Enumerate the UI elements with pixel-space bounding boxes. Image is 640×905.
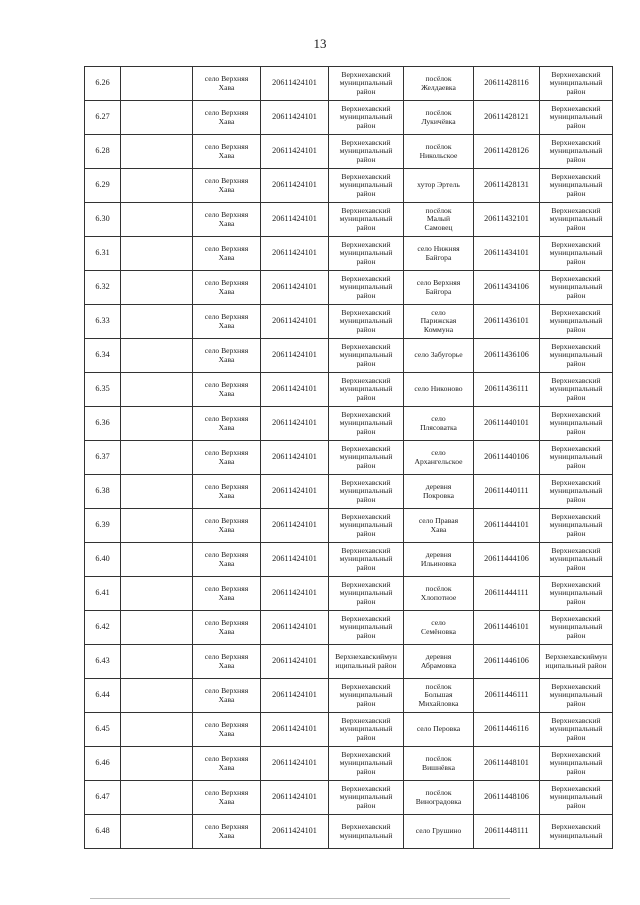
oktmo-code-cell: 20611424101 (261, 747, 329, 781)
row-number-cell: 6.38 (85, 475, 121, 509)
locality-cell: село Верхняя Байгора (404, 271, 474, 305)
row-number-cell: 6.26 (85, 67, 121, 101)
district-repeat-cell: Верхнехавский муниципальный район (540, 135, 613, 169)
settlement-cell: село Верхняя Хава (193, 679, 261, 713)
locality-cell: село Никоново (404, 373, 474, 407)
locality-cell: посёлок Малый Самовец (404, 203, 474, 237)
locality-code-cell: 20611436106 (474, 339, 540, 373)
locality-cell: село Грушино (404, 815, 474, 849)
district-cell: Верхнехавский муниципальный район (329, 67, 404, 101)
district-repeat-cell: Верхнехавскиймун иципальный район (540, 645, 613, 679)
blank-cell (121, 747, 193, 781)
blank-cell (121, 611, 193, 645)
oktmo-code-cell: 20611424101 (261, 815, 329, 849)
district-cell: Верхнехавский муниципальный район (329, 577, 404, 611)
district-cell: Верхнехавский муниципальный район (329, 781, 404, 815)
oktmo-code-cell: 20611424101 (261, 543, 329, 577)
locality-cell: посёлок Лукичёвка (404, 101, 474, 135)
district-cell: Верхнехавский муниципальный район (329, 713, 404, 747)
table-row (85, 67, 613, 101)
locality-cell: село Перовка (404, 713, 474, 747)
settlement-cell: село Верхняя Хава (193, 305, 261, 339)
locality-cell: деревня Абрамовка (404, 645, 474, 679)
settlement-cell: село Верхняя Хава (193, 577, 261, 611)
district-cell: Верхнехавский муниципальный район (329, 237, 404, 271)
oktmo-code-cell: 20611424101 (261, 135, 329, 169)
oktmo-code-cell: 20611424101 (261, 237, 329, 271)
oktmo-code-cell: 20611424101 (261, 67, 329, 101)
district-repeat-cell: Верхнехавский муниципальный район (540, 407, 613, 441)
settlement-cell: село Верхняя Хава (193, 237, 261, 271)
district-repeat-cell: Верхнехавский муниципальный район (540, 271, 613, 305)
table-row (85, 747, 613, 781)
locality-cell: село Плясоватка (404, 407, 474, 441)
row-number-cell: 6.35 (85, 373, 121, 407)
blank-cell (121, 135, 193, 169)
blank-cell (121, 645, 193, 679)
settlement-cell: село Верхняя Хава (193, 713, 261, 747)
table-row (85, 577, 613, 611)
row-number-cell: 6.32 (85, 271, 121, 305)
locality-code-cell: 20611444111 (474, 577, 540, 611)
district-repeat-cell: Верхнехавский муниципальный район (540, 169, 613, 203)
settlement-cell: село Верхняя Хава (193, 67, 261, 101)
row-number-cell: 6.41 (85, 577, 121, 611)
row-number-cell: 6.36 (85, 407, 121, 441)
blank-cell (121, 815, 193, 849)
district-repeat-cell: Верхнехавский муниципальный район (540, 305, 613, 339)
settlement-cell: село Верхняя Хава (193, 373, 261, 407)
oktmo-code-cell: 20611424101 (261, 373, 329, 407)
locality-code-cell: 20611432101 (474, 203, 540, 237)
district-cell: Верхнехавский муниципальный район (329, 305, 404, 339)
locality-code-cell: 20611448101 (474, 747, 540, 781)
blank-cell (121, 203, 193, 237)
locality-cell: посёлок Хлопотное (404, 577, 474, 611)
district-cell: Верхнехавский муниципальный район (329, 611, 404, 645)
settlement-cell: село Верхняя Хава (193, 543, 261, 577)
locality-cell: село Забугорье (404, 339, 474, 373)
district-cell: Верхнехавский муниципальный район (329, 407, 404, 441)
row-number-cell: 6.37 (85, 441, 121, 475)
district-repeat-cell: Верхнехавский муниципальный район (540, 339, 613, 373)
blank-cell (121, 713, 193, 747)
district-cell: Верхнехавский муниципальный район (329, 169, 404, 203)
district-repeat-cell: Верхнехавский муниципальный район (540, 747, 613, 781)
settlement-cell: село Верхняя Хава (193, 781, 261, 815)
settlement-cell: село Верхняя Хава (193, 203, 261, 237)
locality-code-cell: 20611448111 (474, 815, 540, 849)
row-number-cell: 6.48 (85, 815, 121, 849)
table-row (85, 135, 613, 169)
row-number-cell: 6.40 (85, 543, 121, 577)
oktmo-code-cell: 20611424101 (261, 577, 329, 611)
oktmo-code-cell: 20611424101 (261, 169, 329, 203)
district-cell: Верхнехавский муниципальный район (329, 135, 404, 169)
blank-cell (121, 169, 193, 203)
oktmo-code-cell: 20611424101 (261, 441, 329, 475)
blank-cell (121, 101, 193, 135)
row-number-cell: 6.30 (85, 203, 121, 237)
locality-code-cell: 20611434106 (474, 271, 540, 305)
district-repeat-cell: Верхнехавский муниципальный район (540, 679, 613, 713)
district-repeat-cell: Верхнехавский муниципальный район (540, 781, 613, 815)
row-number-cell: 6.27 (85, 101, 121, 135)
blank-cell (121, 237, 193, 271)
table-row (85, 645, 613, 679)
district-cell: Верхнехавскиймун иципальный район (329, 645, 404, 679)
district-repeat-cell: Верхнехавский муниципальный район (540, 203, 613, 237)
oktmo-code-cell: 20611424101 (261, 781, 329, 815)
row-number-cell: 6.46 (85, 747, 121, 781)
table-row (85, 101, 613, 135)
locality-code-cell: 20611446116 (474, 713, 540, 747)
settlement-cell: село Верхняя Хава (193, 101, 261, 135)
table-row (85, 679, 613, 713)
blank-cell (121, 407, 193, 441)
locality-code-cell: 20611446101 (474, 611, 540, 645)
blank-cell (121, 577, 193, 611)
row-number-cell: 6.44 (85, 679, 121, 713)
table-row (85, 509, 613, 543)
footer-divider (90, 898, 510, 899)
oktmo-code-cell: 20611424101 (261, 645, 329, 679)
district-cell: Верхнехавский муниципальный район (329, 271, 404, 305)
row-number-cell: 6.31 (85, 237, 121, 271)
settlement-cell: село Верхняя Хава (193, 271, 261, 305)
settlement-cell: село Верхняя Хава (193, 169, 261, 203)
page-number: 13 (313, 36, 327, 51)
blank-cell (121, 67, 193, 101)
blank-cell (121, 781, 193, 815)
locality-code-cell: 20611434101 (474, 237, 540, 271)
row-number-cell: 6.42 (85, 611, 121, 645)
district-repeat-cell: Верхнехавский муниципальный (540, 815, 613, 849)
district-cell: Верхнехавский муниципальный район (329, 203, 404, 237)
settlements-table (84, 66, 613, 849)
locality-code-cell: 20611440111 (474, 475, 540, 509)
table-row (85, 339, 613, 373)
district-repeat-cell: Верхнехавский муниципальный район (540, 373, 613, 407)
locality-code-cell: 20611440106 (474, 441, 540, 475)
locality-code-cell: 20611428126 (474, 135, 540, 169)
blank-cell (121, 305, 193, 339)
district-cell: Верхнехавский муниципальный район (329, 679, 404, 713)
locality-cell: посёлок Желдаевка (404, 67, 474, 101)
locality-cell: деревня Ильиновка (404, 543, 474, 577)
locality-code-cell: 20611448106 (474, 781, 540, 815)
district-cell: Верхнехавский муниципальный (329, 815, 404, 849)
table-row (85, 475, 613, 509)
oktmo-code-cell: 20611424101 (261, 271, 329, 305)
oktmo-code-cell: 20611424101 (261, 679, 329, 713)
district-cell: Верхнехавский муниципальный район (329, 543, 404, 577)
district-cell: Верхнехавский муниципальный район (329, 747, 404, 781)
oktmo-code-cell: 20611424101 (261, 339, 329, 373)
row-number-cell: 6.34 (85, 339, 121, 373)
blank-cell (121, 271, 193, 305)
blank-cell (121, 441, 193, 475)
table-row (85, 305, 613, 339)
locality-cell: село Парижская Коммуна (404, 305, 474, 339)
district-cell: Верхнехавский муниципальный район (329, 373, 404, 407)
settlement-cell: село Верхняя Хава (193, 135, 261, 169)
row-number-cell: 6.43 (85, 645, 121, 679)
oktmo-code-cell: 20611424101 (261, 305, 329, 339)
blank-cell (121, 509, 193, 543)
blank-cell (121, 339, 193, 373)
table-row (85, 203, 613, 237)
district-cell: Верхнехавский муниципальный район (329, 101, 404, 135)
oktmo-code-cell: 20611424101 (261, 407, 329, 441)
settlement-cell: село Верхняя Хава (193, 611, 261, 645)
locality-code-cell: 20611428121 (474, 101, 540, 135)
district-cell: Верхнехавский муниципальный район (329, 339, 404, 373)
table-row (85, 713, 613, 747)
locality-code-cell: 20611444106 (474, 543, 540, 577)
row-number-cell: 6.47 (85, 781, 121, 815)
row-number-cell: 6.39 (85, 509, 121, 543)
table-row (85, 781, 613, 815)
district-cell: Верхнехавский муниципальный район (329, 441, 404, 475)
locality-cell: село Семёновка (404, 611, 474, 645)
table-row (85, 407, 613, 441)
table-row (85, 373, 613, 407)
settlement-cell: село Верхняя Хава (193, 407, 261, 441)
row-number-cell: 6.33 (85, 305, 121, 339)
district-repeat-cell: Верхнехавский муниципальный район (540, 509, 613, 543)
table-row (85, 815, 613, 849)
district-repeat-cell: Верхнехавский муниципальный район (540, 237, 613, 271)
district-repeat-cell: Верхнехавский муниципальный район (540, 441, 613, 475)
blank-cell (121, 475, 193, 509)
oktmo-code-cell: 20611424101 (261, 713, 329, 747)
locality-code-cell: 20611428131 (474, 169, 540, 203)
blank-cell (121, 543, 193, 577)
district-repeat-cell: Верхнехавский муниципальный район (540, 101, 613, 135)
locality-cell: деревня Покровка (404, 475, 474, 509)
settlement-cell: село Верхняя Хава (193, 747, 261, 781)
table-row (85, 543, 613, 577)
locality-code-cell: 20611428116 (474, 67, 540, 101)
settlement-cell: село Верхняя Хава (193, 509, 261, 543)
table-row (85, 271, 613, 305)
locality-code-cell: 20611436101 (474, 305, 540, 339)
district-repeat-cell: Верхнехавский муниципальный район (540, 611, 613, 645)
settlement-cell: село Верхняя Хава (193, 645, 261, 679)
oktmo-code-cell: 20611424101 (261, 101, 329, 135)
district-repeat-cell: Верхнехавский муниципальный район (540, 577, 613, 611)
locality-cell: посёлок Виноградовка (404, 781, 474, 815)
district-repeat-cell: Верхнехавский муниципальный район (540, 475, 613, 509)
table-row (85, 237, 613, 271)
locality-code-cell: 20611436111 (474, 373, 540, 407)
locality-code-cell: 20611446106 (474, 645, 540, 679)
settlement-cell: село Верхняя Хава (193, 441, 261, 475)
locality-cell: посёлок Вишнёвка (404, 747, 474, 781)
district-repeat-cell: Верхнехавский муниципальный район (540, 713, 613, 747)
row-number-cell: 6.28 (85, 135, 121, 169)
oktmo-code-cell: 20611424101 (261, 611, 329, 645)
district-repeat-cell: Верхнехавский муниципальный район (540, 67, 613, 101)
locality-cell: село Нижняя Байгора (404, 237, 474, 271)
oktmo-code-cell: 20611424101 (261, 475, 329, 509)
locality-cell: село Архангельское (404, 441, 474, 475)
oktmo-code-cell: 20611424101 (261, 203, 329, 237)
blank-cell (121, 679, 193, 713)
oktmo-code-cell: 20611424101 (261, 509, 329, 543)
locality-cell: село Правая Хава (404, 509, 474, 543)
locality-code-cell: 20611446111 (474, 679, 540, 713)
table-row (85, 169, 613, 203)
district-cell: Верхнехавский муниципальный район (329, 509, 404, 543)
settlement-cell: село Верхняя Хава (193, 475, 261, 509)
row-number-cell: 6.45 (85, 713, 121, 747)
locality-code-cell: 20611440101 (474, 407, 540, 441)
table-row (85, 611, 613, 645)
locality-cell: посёлок Никольское (404, 135, 474, 169)
blank-cell (121, 373, 193, 407)
locality-code-cell: 20611444101 (474, 509, 540, 543)
district-repeat-cell: Верхнехавский муниципальный район (540, 543, 613, 577)
settlement-cell: село Верхняя Хава (193, 815, 261, 849)
district-cell: Верхнехавский муниципальный район (329, 475, 404, 509)
settlement-cell: село Верхняя Хава (193, 339, 261, 373)
row-number-cell: 6.29 (85, 169, 121, 203)
table-row (85, 441, 613, 475)
locality-cell: посёлок Большая Михайловка (404, 679, 474, 713)
locality-cell: хутор Эртель (404, 169, 474, 203)
